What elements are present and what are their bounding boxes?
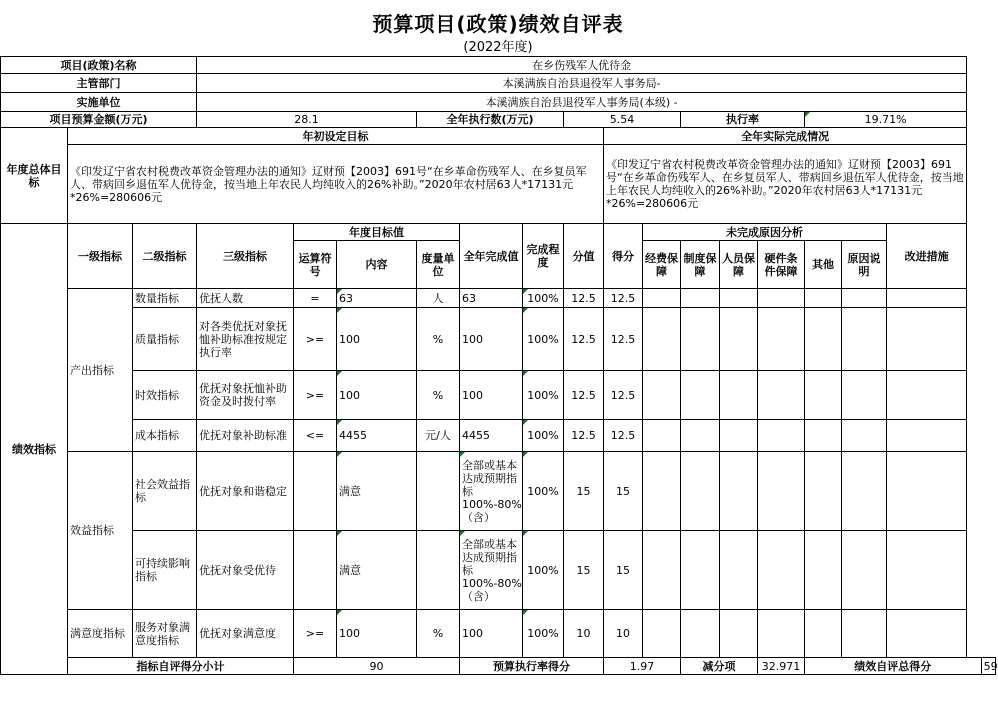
content-cell: 63 [337, 289, 417, 308]
degree-cell: 100% [523, 452, 564, 531]
unit-cell [417, 531, 460, 610]
degree-cell: 100% [523, 371, 564, 420]
budget-label: 项目预算金额(万元) [1, 112, 197, 128]
actual-cell: 全部或基本达成预期指标100%-80%（含） [460, 531, 523, 610]
footer-row [1, 658, 996, 675]
level3-cell: 优抚对象补助标准 [197, 420, 294, 452]
subtotal-value: 90 [294, 658, 460, 675]
points-cell: 12.5 [564, 371, 604, 420]
score-cell: 10 [604, 610, 643, 658]
score-cell: 15 [604, 452, 643, 531]
reason-fund-header: 经费保障 [643, 241, 681, 289]
degree-cell: 100% [523, 289, 564, 308]
score-cell: 12.5 [604, 308, 643, 371]
project-name-row [1, 57, 996, 74]
points-cell: 12.5 [564, 420, 604, 452]
level2-cell: 服务对象满意度指标 [133, 610, 197, 658]
table-row [1, 289, 996, 308]
table-row [1, 452, 996, 531]
table-row [1, 420, 996, 452]
rate-value: 19.71% [805, 112, 967, 128]
op-cell: >= [294, 371, 337, 420]
page-subtitle: (2022年度) [463, 40, 533, 55]
points-cell: 10 [564, 610, 604, 658]
points-cell: 15 [564, 452, 604, 531]
reason-system-header: 制度保障 [681, 241, 720, 289]
score-cell: 12.5 [604, 289, 643, 308]
unit-cell [417, 452, 460, 531]
budget-score-label: 预算执行率得分 [460, 658, 604, 675]
level2-cell: 可持续影响指标 [133, 531, 197, 610]
op-header: 运算符号 [294, 241, 337, 289]
level3-cell: 优抚对象抚恤补助资金及时拨付率 [197, 371, 294, 420]
degree-cell: 100% [523, 420, 564, 452]
content-cell: 100 [337, 610, 417, 658]
level3-cell: 优抚对象和谐稳定 [197, 452, 294, 531]
actual-cell: 100 [460, 308, 523, 371]
unit-header: 度量单位 [417, 241, 460, 289]
total-score-label: 绩效自评总得分 [805, 658, 982, 675]
score-cell: 12.5 [604, 420, 643, 452]
points-cell: 12.5 [564, 308, 604, 371]
level3-header: 三级指标 [197, 224, 294, 289]
annual-target-header: 年度目标值 [294, 224, 460, 241]
level2-header: 二级指标 [133, 224, 197, 289]
project-name-label: 项目(政策)名称 [1, 57, 197, 74]
annual-goal-label: 年度总体目标 [1, 128, 68, 224]
project-name-value: 在乡伤残军人优待金 [197, 57, 967, 74]
level1-header: 一级指标 [68, 224, 133, 289]
budget-row [1, 112, 996, 128]
dept-row [1, 74, 996, 93]
score-cell: 15 [604, 531, 643, 610]
level3-cell: 优抚人数 [197, 289, 294, 308]
points-header: 分值 [564, 224, 604, 289]
exec-label: 全年执行数(万元) [417, 112, 564, 128]
unit-cell: 元/人 [417, 420, 460, 452]
content-header: 内容 [337, 241, 417, 289]
goals-text-row [1, 145, 996, 224]
reason-other-header: 其他 [805, 241, 842, 289]
completion-degree-header: 完成程度 [523, 224, 564, 289]
reasons-header: 未完成原因分析 [643, 224, 887, 241]
subtotal-label: 指标自评得分小计 [68, 658, 294, 675]
completion-value-header: 全年完成值 [460, 224, 523, 289]
exec-value: 5.54 [564, 112, 681, 128]
actual-cell: 全部或基本达成预期指标100%-80%（含） [460, 452, 523, 531]
deduct-value: 32.971 [758, 658, 805, 675]
dept-label: 主管部门 [1, 74, 197, 93]
unit-cell: % [417, 610, 460, 658]
performance-indicators-label: 绩效指标 [1, 224, 68, 675]
op-cell: = [294, 289, 337, 308]
op-cell: >= [294, 308, 337, 371]
dept-value: 本溪满族自治县退役军人事务局- [197, 74, 967, 93]
table-row [1, 531, 996, 610]
level3-cell: 优抚对象满意度 [197, 610, 294, 658]
unit-cell: % [417, 371, 460, 420]
group-satisfaction: 满意度指标 [68, 610, 133, 658]
actual-cell: 100 [460, 610, 523, 658]
content-cell: 4455 [337, 420, 417, 452]
budget-score-value: 1.97 [604, 658, 681, 675]
actual-goal-text: 《印发辽宁省农村税费改革资金管理办法的通知》辽财预【2003】691号“在乡革命伤残军人、在乡复员军人、带病回乡退伍军人优待金，按当地上年农民人均纯收入的26%补助。”2020年农村居63人*17131元*26%=280606元 [604, 145, 967, 224]
impl-row [1, 93, 996, 112]
actual-cell: 4455 [460, 420, 523, 452]
op-cell [294, 531, 337, 610]
level2-cell: 社会效益指标 [133, 452, 197, 531]
level2-cell: 数量指标 [133, 289, 197, 308]
degree-cell: 100% [523, 308, 564, 371]
actual-cell: 63 [460, 289, 523, 308]
table-row [1, 308, 996, 371]
reason-explain-header: 原因说明 [842, 241, 887, 289]
reason-staff-header: 人员保障 [720, 241, 758, 289]
degree-cell: 100% [523, 610, 564, 658]
deduct-label: 减分项 [681, 658, 758, 675]
reason-hardware-header: 硬件条件保障 [758, 241, 805, 289]
rate-label: 执行率 [681, 112, 805, 128]
actual-cell: 100 [460, 371, 523, 420]
points-cell: 12.5 [564, 289, 604, 308]
impl-value: 本溪满族自治县退役军人事务局(本级) - [197, 93, 967, 112]
points-cell: 15 [564, 531, 604, 610]
unit-cell: % [417, 308, 460, 371]
level2-cell: 质量指标 [133, 308, 197, 371]
op-cell: <= [294, 420, 337, 452]
level3-cell: 对各类优抚对象抚恤补助标准按规定执行率 [197, 308, 294, 371]
goals-header-row [1, 128, 996, 145]
content-cell: 满意 [337, 531, 417, 610]
op-cell [294, 452, 337, 531]
indicator-header-row [1, 224, 996, 241]
actual-goal-label: 全年实际完成情况 [604, 128, 967, 145]
initial-goal-text: 《印发辽宁省农村税费改革资金管理办法的通知》辽财预【2003】691号“在乡革命伤残军人、在乡复员军人、带病回乡退伍军人优待金，按当地上年农民人均纯收入的26%补助。”2020年农村居63人*17131元*26%=280606元 [68, 145, 604, 224]
level2-cell: 时效指标 [133, 371, 197, 420]
content-cell: 满意 [337, 452, 417, 531]
budget-value: 28.1 [197, 112, 417, 128]
group-output: 产出指标 [68, 289, 133, 452]
unit-cell: 人 [417, 289, 460, 308]
op-cell: >= [294, 610, 337, 658]
level2-cell: 成本指标 [133, 420, 197, 452]
table-row [1, 371, 996, 420]
score-header: 得分 [604, 224, 643, 289]
score-cell: 12.5 [604, 371, 643, 420]
content-cell: 100 [337, 308, 417, 371]
initial-goal-label: 年初设定目标 [68, 128, 604, 145]
improve-header: 改进措施 [887, 224, 967, 289]
level3-cell: 优抚对象受优待 [197, 531, 294, 610]
total-score-value: 59 [981, 658, 995, 675]
table-row [1, 610, 996, 658]
impl-label: 实施单位 [1, 93, 197, 112]
evaluation-table [0, 56, 996, 675]
degree-cell: 100% [523, 531, 564, 610]
group-benefit: 效益指标 [68, 452, 133, 610]
content-cell: 100 [337, 371, 417, 420]
page-title: 预算项目(政策)绩效自评表 [372, 12, 624, 36]
